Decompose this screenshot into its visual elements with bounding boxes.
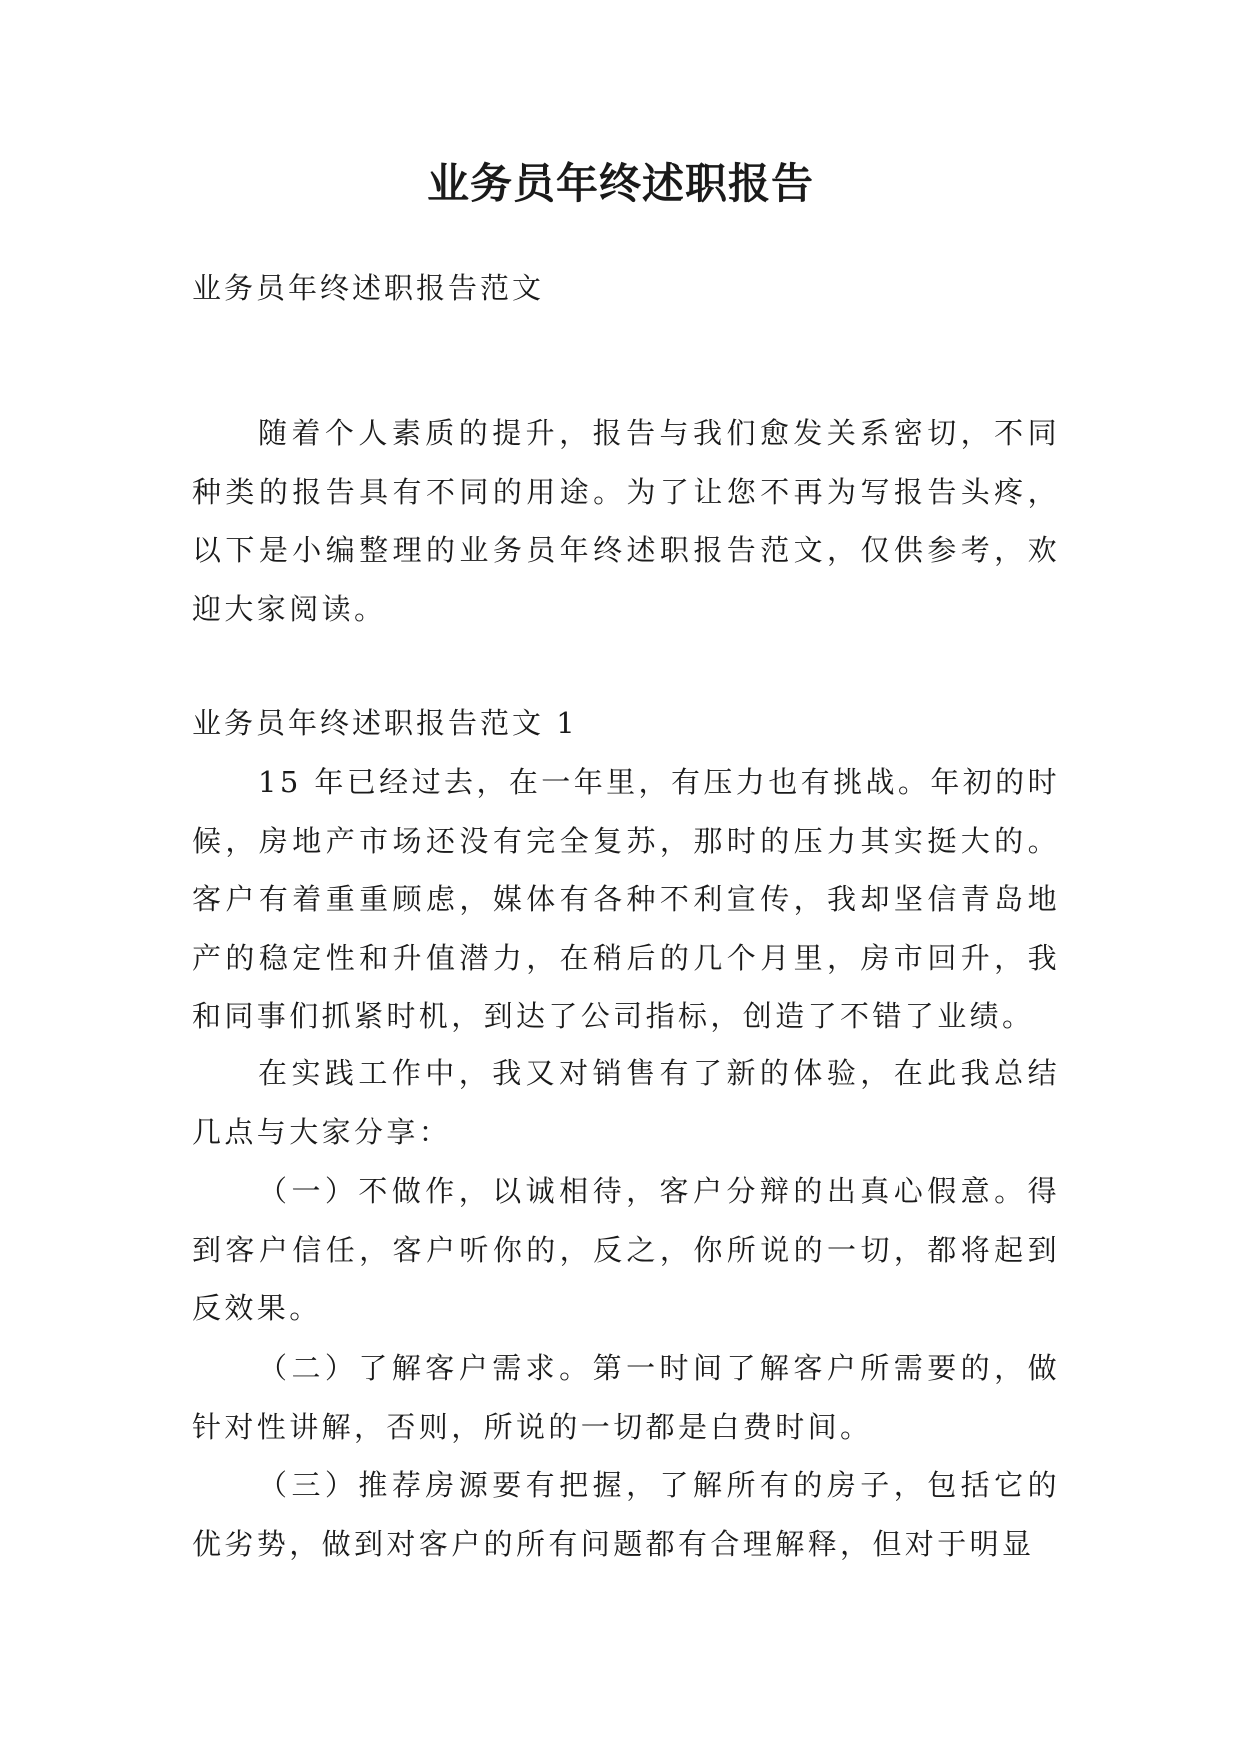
document-subtitle: 业务员年终述职报告范文 xyxy=(192,271,545,305)
section-heading: 业务员年终述职报告范文 1 xyxy=(192,706,578,740)
list-item-paragraph: （一）不做作，以诚相待，客户分辩的出真心假意。得到客户信任，客户听你的，反之，你所说的一切，都将起到反效果。 xyxy=(192,1174,1060,1325)
list-item-paragraph: （二）了解客户需求。第一时间了解客户所需要的，做针对性讲解，否则，所说的一切都是白费时间。 xyxy=(192,1351,1060,1444)
body-paragraph: 15 年已经过去，在一年里，有压力也有挑战。年初的时候，房地产市场还没有完全复苏，那时的压力其实挺大的。客户有着重重顾虑，媒体有各种不利宣传，我却坚信青岛地产的稳定性和升值潜力，在稍后的几个月里，房市回升，我和同事们抓紧时机，到达了公司指标，创造了不错了业绩。 xyxy=(192,765,1060,1033)
document-title: 业务员年终述职报告 xyxy=(426,159,814,208)
list-item-paragraph: （三）推荐房源要有把握，了解所有的房子，包括它的优劣势，做到对客户的所有问题都有合理解释，但对于明显 xyxy=(192,1468,1060,1561)
intro-paragraph: 随着个人素质的提升，报告与我们愈发关系密切，不同种类的报告具有不同的用途。为了让您不再为写报告头疼，以下是小编整理的业务员年终述职报告范文，仅供参考，欢迎大家阅读。 xyxy=(192,416,1060,626)
body-paragraph: 在实践工作中，我又对销售有了新的体验，在此我总结几点与大家分享： xyxy=(192,1056,1060,1149)
